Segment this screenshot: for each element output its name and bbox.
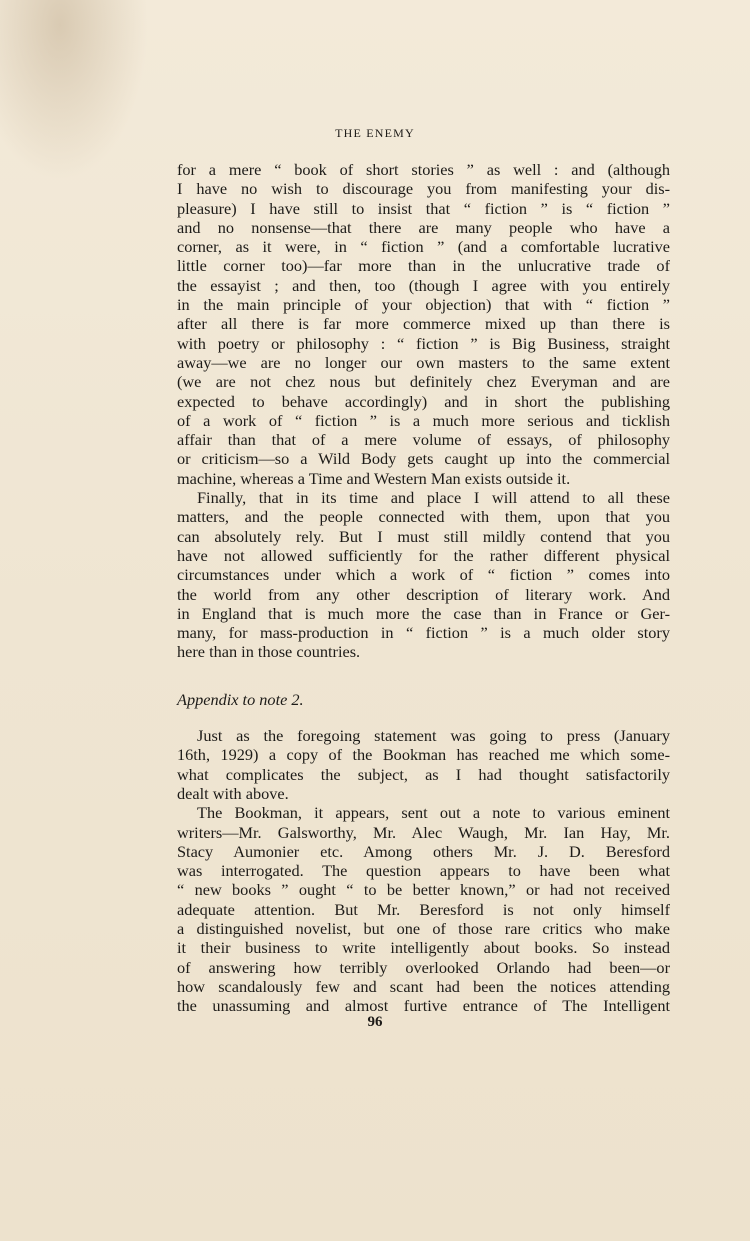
text-line: machine, whereas a Time and Western Man exists outside it.	[177, 468, 571, 488]
text-line: away—we are no longer our own masters to the same extent	[177, 352, 670, 372]
paragraph-3	[177, 726, 670, 803]
text-line: pleasure) I have still to insist that “ fiction ” is “ fiction ”	[177, 198, 670, 218]
text-line: corner, as it were, in “ fiction ” (and a comfortable lucrative	[177, 237, 670, 257]
text-line: in the main principle of your objection) that with “ fiction ”	[177, 295, 670, 315]
text-line: I have no wish to discourage you from manifesting your dis-	[177, 179, 670, 199]
text-line: circumstances under which a work of “ fiction ” comes into	[177, 565, 670, 585]
text-line: a distinguished novelist, but one of those rare critics who make	[177, 918, 670, 938]
text-line: what complicates the subject, as I had thought satisfactorily	[177, 764, 670, 784]
text-line: affair than that of a mere volume of essays, of philosophy	[177, 430, 670, 450]
running-head: THE ENEMY	[335, 126, 415, 140]
text-line: it their business to write intelligently about books. So instead	[177, 938, 670, 958]
text-line: adequate attention. But Mr. Beresford is not only himself	[177, 899, 670, 919]
text-line: writers—Mr. Galsworthy, Mr. Alec Waugh, Mr. Ian Hay, Mr.	[177, 822, 670, 842]
body-text	[177, 160, 670, 1015]
text-line: can absolutely rely. But I must still mildly contend that you	[177, 526, 670, 546]
text-line: in England that is much more the case than in France or Ger-	[177, 603, 670, 623]
paragraph-1	[177, 160, 670, 488]
text-line: and no nonsense—that there are many people who have a	[177, 217, 670, 237]
text-line: the world from any other description of literary work. And	[177, 584, 670, 604]
text-line: matters, and the people connected with them, upon that you	[177, 507, 670, 527]
text-line: or criticism—so a Wild Body gets caught up into the commercial	[177, 449, 670, 469]
text-line: The Bookman, it appears, sent out a note to various eminent	[197, 803, 670, 823]
text-line: Stacy Aumonier etc. Among others Mr. J. D. Beresford	[177, 841, 670, 861]
text-line: how scandalously few and scant had been the notices attending	[177, 976, 670, 996]
text-line: expected to behave accordingly) and in short the publishing	[177, 391, 670, 411]
text-line: was interrogated. The question appears to have been what	[177, 861, 670, 881]
text-line: of answering how terribly overlooked Orlando had been—or	[177, 957, 670, 977]
text-line: dealt with above.	[177, 783, 289, 803]
section-spacer	[177, 662, 670, 690]
text-line: with poetry or philosophy : “ fiction ” is Big Business, straight	[177, 333, 670, 353]
text-line: Finally, that in its time and place I will attend to all these	[197, 488, 670, 508]
text-line: the unassuming and almost furtive entrance of The Intelligent	[177, 996, 670, 1016]
page-number: 96	[367, 1014, 383, 1030]
text-line: little corner too)—far more than in the unlucrative trade of	[177, 256, 670, 276]
text-line: 16th, 1929) a copy of the Bookman has reached me which some-	[177, 745, 670, 765]
text-line: “ new books ” ought “ to be better known,” or had not received	[177, 880, 670, 900]
text-line: Just as the foregoing statement was going to press (January	[197, 726, 670, 746]
paragraph-2	[177, 488, 670, 662]
paragraph-4	[177, 803, 670, 1015]
text-line: of a work of “ fiction ” is a much more serious and ticklish	[177, 410, 670, 430]
text-line: have not allowed sufficiently for the rather different physical	[177, 545, 670, 565]
text-line: (we are not chez nous but definitely chez Everyman and are	[177, 372, 670, 392]
text-line: many, for mass-production in “ fiction ” is a much older story	[177, 623, 670, 643]
text-line: here than in those countries.	[177, 642, 361, 662]
appendix-heading: Appendix to note 2.	[177, 689, 304, 709]
text-line: after all there is far more commerce mixed up than there is	[177, 314, 670, 334]
text-line: the essayist ; and then, too (though I agree with you entirely	[177, 275, 670, 295]
text-line: for a mere “ book of short stories ” as well : and (although	[177, 160, 670, 179]
